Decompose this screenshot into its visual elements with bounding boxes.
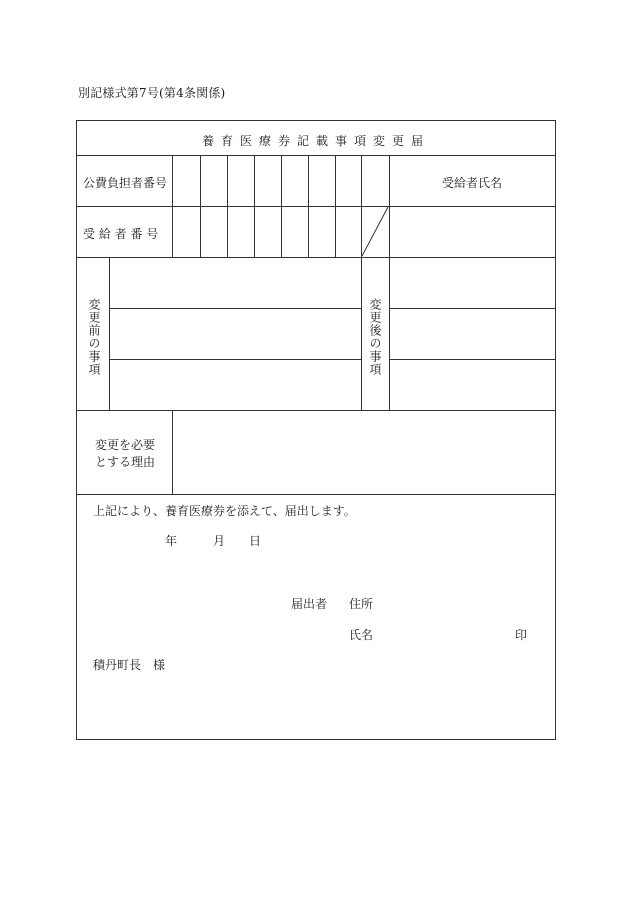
col-divider (361, 257, 362, 410)
col-divider (172, 410, 173, 494)
row-divider (389, 359, 555, 360)
col-divider (227, 155, 228, 257)
address-label: 住所 (349, 597, 374, 611)
statement-text: 上記により、養育医療券を添えて、届出します。 (93, 504, 356, 518)
row-divider (109, 308, 361, 309)
reason-label-line2: とする理由 (95, 455, 156, 469)
diagonal-slash (361, 206, 389, 257)
date-day: 日 (249, 534, 262, 548)
date-year: 年 (165, 534, 178, 548)
col-divider (254, 155, 255, 257)
row-divider (77, 206, 555, 207)
col-divider (172, 155, 173, 257)
addressee: 積丹町長 様 (93, 658, 166, 672)
col-divider (389, 257, 390, 410)
form-caption: 別記様式第7号(第4条関係) (78, 86, 226, 100)
row-divider (77, 410, 555, 411)
name-label: 氏名 (349, 628, 374, 642)
row-divider (77, 257, 555, 258)
col-divider (109, 257, 110, 410)
col-divider (281, 155, 282, 257)
after-change-label: 変更後の事項 (368, 298, 382, 376)
before-change-label: 変更前の事項 (87, 298, 101, 376)
row-divider (389, 308, 555, 309)
col-divider (389, 155, 390, 257)
row-divider (77, 155, 555, 156)
recipient-name-label: 受給者氏名 (441, 176, 502, 190)
public-payer-number-label: 公費負担者番号 (83, 176, 168, 190)
notification-form (76, 120, 556, 740)
seal-mark: 印 (515, 628, 528, 642)
recipient-number-label: 受 給 者 番 号 (83, 227, 159, 241)
row-divider (77, 494, 555, 495)
form-title: 養育医療券記載事項変更届 (201, 134, 430, 148)
col-divider (308, 155, 309, 257)
col-divider (335, 155, 336, 257)
applicant-label: 届出者 (291, 597, 328, 611)
reason-label-line1: 変更を必要 (95, 438, 156, 452)
date-month: 月 (213, 534, 226, 548)
col-divider (200, 155, 201, 257)
row-divider (109, 359, 361, 360)
